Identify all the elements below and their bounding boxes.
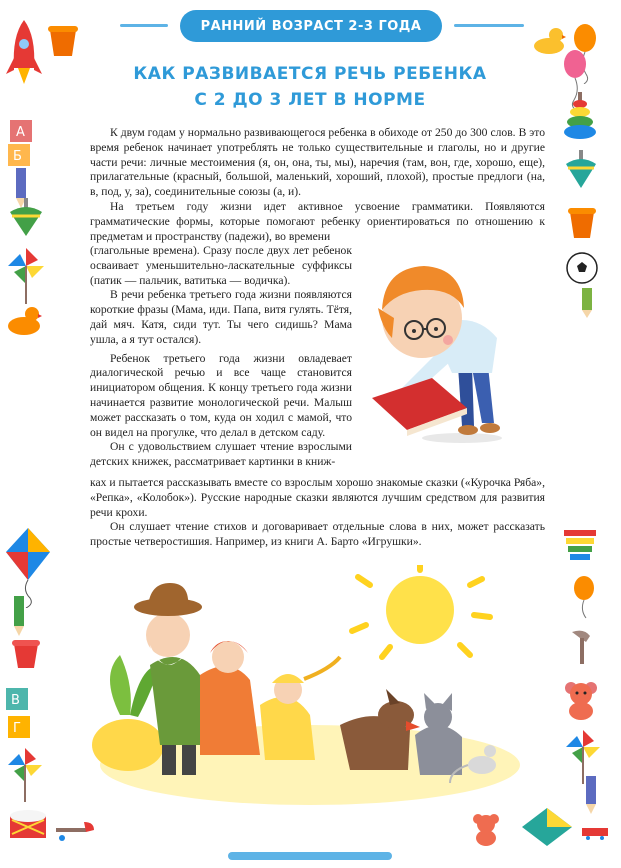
boy-with-book-illustration	[362, 248, 532, 448]
duck-icon	[6, 304, 42, 336]
section-badge-text: РАННИЙ ВОЗРАСТ 2-3 ГОДА	[200, 18, 422, 34]
pinwheel-icon	[8, 748, 42, 802]
teddy-bear-icon	[562, 680, 600, 720]
header-line-right	[454, 24, 524, 27]
pinwheel-icon	[8, 248, 44, 304]
bucket-icon	[46, 22, 80, 58]
page-title-line-2: С 2 ДО 3 ЛЕТ В НОРМЕ	[194, 90, 426, 110]
paragraph-grammar: На третьем году жизни идет активное усвоение грамматики. Появляются грамматические формы, которые помогают ребенку ориентироваться по отношению к предметам и пространству (падежи), во времени	[90, 199, 545, 243]
balloon-icon	[572, 576, 596, 626]
pencil-icon	[584, 776, 598, 814]
xylophone-icon	[560, 526, 600, 566]
article-text-left	[90, 244, 352, 470]
paragraph-phrases: В речи ребенка третьего года жизни появляются короткие фразы (Мама, иди. Папа, витя гулять. Тётя, дай мяч. Катя, сиди тут. Ты чего сидишь? Мама ушла, а я тут остался).	[90, 288, 352, 346]
svg-text:Б: Б	[13, 149, 22, 164]
paragraph-poems: Он слушает чтение стихов и договаривает отдельные слова в них, может рассказать простые четверостишия. Например, из книги А. Барто «Игрушки».	[90, 520, 545, 549]
paragraph-books-start: Он с удовольствием слушает чтение взрослыми детских книжек, рассматривает картинки в книж-	[90, 440, 352, 469]
paragraph-dialogue: Ребенок третьего года жизни овладевает диалогической речью и все чаще становится инициатором общения. К концу третьего года жизни начинается развитие монологической речи. Малыш может рассказать о том, куда он ходил с мамой, что он видел на прогулке, что делал в детском саду.	[90, 351, 352, 439]
page-title-line-1: КАК РАЗВИВАЕТСЯ РЕЧЬ РЕБЕНКА	[133, 64, 487, 84]
svg-text:Г: Г	[13, 721, 21, 736]
pencil-icon	[12, 596, 26, 636]
paragraph-vocabulary: К двум годам у нормально развивающегося ребенка в обиходе от 250 до 300 слов. В это время ребенок начинает употреблять не только существительные и глаголы, но и другие части речи: личные местоимения (я, он, она, ты, мы), наречия (там, вон, где, хорошо, еще), прилагательные (красный, большой, маленький, хороший, плохой), простые предлоги (на, в, под, у, за), соединительные союзы (а, и).	[90, 126, 545, 199]
spinning-top-icon	[8, 198, 44, 238]
bucket-icon	[10, 636, 42, 670]
turnip-story-illustration	[90, 565, 530, 815]
soccer-ball-icon	[566, 252, 598, 284]
drum-icon	[8, 806, 48, 842]
paragraph-books-continued: ках и пытается рассказывать вместе со взрослым хорошо знакомые сказки («Курочка Ряба», «Репка», «Колобок»). Русские народные сказки являются лучшим средством для развития речи крохи.	[90, 476, 545, 519]
svg-text:A: A	[16, 125, 25, 140]
section-badge	[180, 10, 442, 42]
pencil-icon	[580, 288, 594, 318]
block-icon	[6, 688, 28, 710]
bucket-icon	[566, 204, 598, 240]
paragraph-grammar-continued: (глагольные времена). Сразу после двух лет ребенок осваивает уменьшительно-ласкательные суффиксы (патик — пальчик, ватитька — водичка).	[90, 244, 352, 287]
svg-text:В: В	[11, 693, 20, 708]
pyramid-icon	[562, 92, 598, 140]
article-text-top	[90, 126, 545, 244]
lock-icon	[582, 822, 608, 840]
duck-icon	[532, 26, 566, 56]
block-icon	[8, 716, 30, 738]
article-text-bottom	[90, 476, 545, 550]
footer-bar	[228, 852, 392, 860]
spinning-top-icon	[564, 150, 598, 190]
header-line-left	[120, 24, 168, 27]
horse-icon	[566, 628, 602, 664]
rocket-icon	[6, 18, 42, 88]
teddy-bear-icon	[470, 812, 502, 846]
block-icon	[8, 144, 30, 166]
horse-icon	[56, 818, 96, 842]
kite-icon	[522, 808, 572, 846]
block-icon	[10, 120, 32, 142]
